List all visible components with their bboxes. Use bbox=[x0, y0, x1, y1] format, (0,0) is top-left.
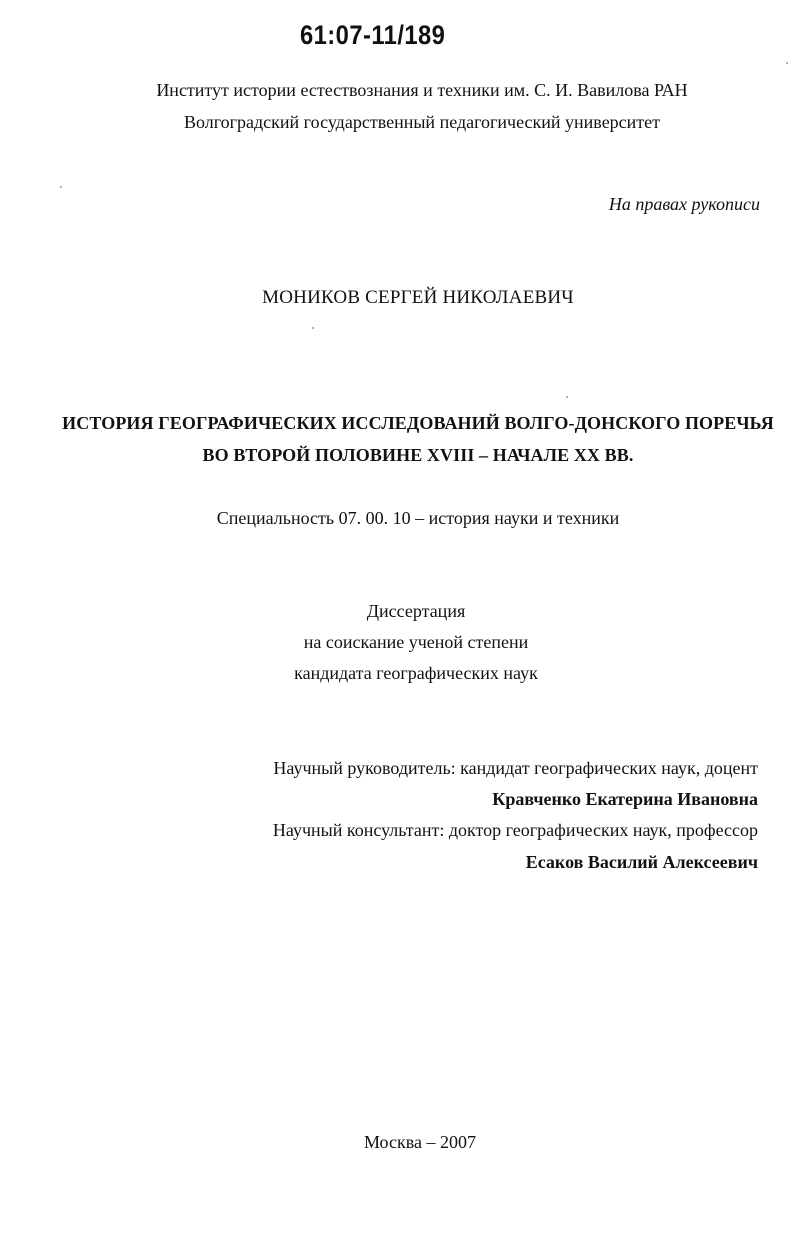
manuscript-note: На правах рукописи bbox=[608, 194, 760, 214]
specialty: Специальность 07. 00. 10 – история науки и техники bbox=[216, 508, 620, 528]
supervisor-name: Кравченко Екатерина Ивановна bbox=[492, 789, 758, 809]
consultant-name: Есаков Василий Алексеевич bbox=[525, 852, 758, 872]
scan-speck bbox=[566, 396, 568, 398]
scan-speck bbox=[786, 62, 788, 64]
thesis-title-line-2: ВО ВТОРОЙ ПОЛОВИНЕ XVIII – НАЧАЛЕ XX ВВ. bbox=[202, 445, 634, 465]
dissertation-line-2: на соискание ученой степени bbox=[303, 632, 529, 652]
author-name: МОНИКОВ СЕРГЕЙ НИКОЛАЕВИЧ bbox=[262, 287, 574, 308]
consultant-role: Научный консультант: доктор географических наук, профессор bbox=[272, 820, 758, 840]
institution-1: Институт истории естествознания и техники им. С. И. Вавилова РАН bbox=[156, 80, 688, 100]
place-and-year: Москва – 2007 bbox=[364, 1132, 476, 1152]
scan-speck bbox=[60, 186, 62, 188]
supervisor-role: Научный руководитель: кандидат географических наук, доцент bbox=[273, 758, 758, 778]
thesis-title-line-1: ИСТОРИЯ ГЕОГРАФИЧЕСКИХ ИССЛЕДОВАНИЙ ВОЛГО-ДОНСКОГО ПОРЕЧЬЯ bbox=[62, 413, 774, 433]
institution-2: Волгоградский государственный педагогический университет bbox=[183, 112, 661, 132]
dissertation-line-1: Диссертация bbox=[366, 601, 466, 621]
dissertation-line-3: кандидата географических наук bbox=[294, 663, 538, 683]
library-stamp-code: 61:07-11/189 bbox=[300, 20, 446, 50]
scan-speck bbox=[312, 327, 314, 329]
